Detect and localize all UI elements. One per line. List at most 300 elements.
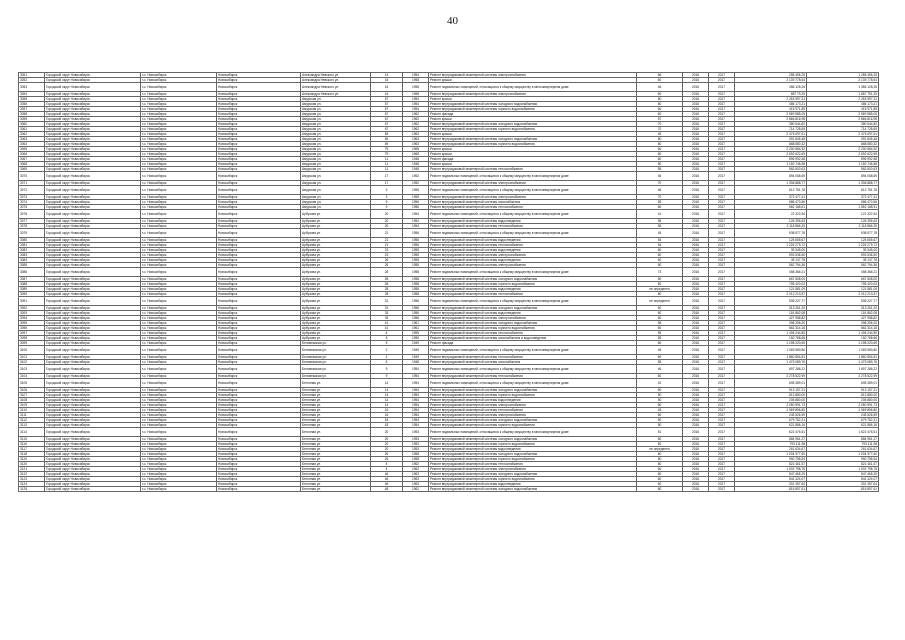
house-number-cell: 21 [371,243,403,248]
service-period-cell: не определен [637,297,683,306]
district-cell: Городской округ Новосибирск [45,195,141,200]
house-number-cell: 9 [371,200,403,205]
start-year-cell: 2016 [683,122,709,127]
work-type-cell: Ремонт внутридомовой инженерной системы теплоснабжения [429,408,637,413]
build-year-cell: 1954 [403,107,429,112]
start-year-cell: 2016 [683,341,709,346]
city-cell: г.о. Новосибирск [141,92,217,97]
end-year-cell: 2017 [709,224,735,229]
district-cell: Городской округ Новосибирск [45,167,141,172]
cost-cell: 2 012 213,57 [735,292,807,297]
build-year-cell: 1954 [403,408,429,413]
end-year-cell: 2017 [709,437,735,442]
build-year-cell: 1956 [403,316,429,321]
locality-cell: Новосибирск [217,423,301,428]
work-type-cell: Ремонт внутридомовой инженерной системы газоснабжения [429,200,637,205]
service-period-cell: 80 [637,292,683,297]
work-type-cell: Ремонт внутридомовой инженерной системы холодного водоснабжения [429,277,637,282]
row-number-cell: 3116 [19,442,45,447]
build-year-cell: 1954 [403,374,429,379]
locality-cell: Новосибирск [217,413,301,418]
city-cell: г.о. Новосибирск [141,147,217,152]
build-year-cell: 1954 [403,97,429,102]
service-period-cell: 66 [637,73,683,78]
start-year-cell: 2016 [683,346,709,355]
build-year-cell: 1956 [403,297,429,306]
house-number-cell: 14 [371,398,403,403]
city-cell: г.о. Новосибирск [141,360,217,365]
locality-cell: Новосибирск [217,147,301,152]
service-period-cell: 55 [637,219,683,224]
cost-cell: 1 150 746,58 [735,162,807,167]
start-year-cell: 2016 [683,292,709,297]
work-type-cell: Ремонт внутридомовой инженерной системы водоотведения [429,258,637,263]
service-period-cell: 55 [637,224,683,229]
end-year-cell: 2017 [709,243,735,248]
build-year-cell: 1968 [403,147,429,152]
district-cell: Городской округ Новосибирск [45,92,141,97]
build-year-cell: 1955 [403,258,429,263]
end-year-cell: 2017 [709,413,735,418]
house-number-cell: 57 [371,107,403,112]
service-period-cell: 50 [637,423,683,428]
start-year-cell: 2016 [683,248,709,253]
total-cell: 2 569 985,05 [807,112,879,117]
cost-cell: 391 845,48 [735,137,807,142]
street-cell: Арбузова ул. [301,287,371,292]
locality-cell: Новосибирск [217,186,301,195]
city-cell: г.о. Новосибирск [141,292,217,297]
locality-cell: Новосибирск [217,292,301,297]
build-year-cell: 1948 [403,157,429,162]
row-number-cell: 3110 [19,408,45,413]
row-number-cell: 3101 [19,355,45,360]
service-period-cell: 50 [637,162,683,167]
end-year-cell: 2017 [709,467,735,472]
house-number-cell: 20 [371,210,403,219]
house-number-cell: 14 [371,388,403,393]
house-number-cell: 20 [371,428,403,437]
start-year-cell: 2016 [683,437,709,442]
build-year-cell: 1952 [403,181,429,186]
build-year-cell: 1949 [403,346,429,355]
end-year-cell: 2017 [709,205,735,210]
end-year-cell: 2017 [709,112,735,117]
service-period-cell: 46 [637,186,683,195]
district-cell: Городской округ Новосибирск [45,132,141,137]
cost-cell: 1 860 854,81 [735,355,807,360]
locality-cell: Новосибирск [217,83,301,92]
row-number-cell: 3115 [19,437,45,442]
cost-cell: 606 389,01 [735,379,807,388]
locality-cell: Новосибирск [217,162,301,167]
service-period-cell: 60 [637,487,683,492]
service-period-cell: 60 [637,142,683,147]
house-number-cell: 48 [371,487,403,492]
build-year-cell: 1949 [403,341,429,346]
district-cell: Городской округ Новосибирск [45,462,141,467]
city-cell: г.о. Новосибирск [141,477,217,482]
house-number-cell: 5 [371,360,403,365]
street-cell: Бетонная ул. [301,423,371,428]
start-year-cell: 2016 [683,457,709,462]
district-cell: Городской округ Новосибирск [45,107,141,112]
city-cell: г.о. Новосибирск [141,78,217,83]
end-year-cell: 2017 [709,132,735,137]
start-year-cell: 2016 [683,92,709,97]
cost-cell: 679 762,21 [735,418,807,423]
end-year-cell: 2017 [709,388,735,393]
row-number-cell: 3094 [19,316,45,321]
work-type-cell: Ремонт крыши [429,97,637,102]
district-cell: Городской округ Новосибирск [45,487,141,492]
build-year-cell: 1958 [403,457,429,462]
street-cell: Арбузова ул. [301,248,371,253]
cost-cell: 2 050 991,73 [735,403,807,408]
city-cell: г.о. Новосибирск [141,112,217,117]
street-cell: Беловежская ул. [301,341,371,346]
district-cell: Городской округ Новосибирск [45,224,141,229]
row-number-cell: 3100 [19,346,45,355]
street-cell: Амурская ул. [301,97,371,102]
city-cell: г.о. Новосибирск [141,167,217,172]
city-cell: г.о. Новосибирск [141,316,217,321]
work-type-cell: Ремонт крыши [429,147,637,152]
house-number-cell: 16 [371,408,403,413]
cost-cell: 1 004 977,60 [735,452,807,457]
build-year-cell: 1958 [403,268,429,277]
total-cell: 938 577,78 [807,229,879,238]
build-year-cell: 1956 [403,243,429,248]
service-period-cell: 70 [637,181,683,186]
district-cell: Городской округ Новосибирск [45,472,141,477]
row-number-cell: 3078 [19,224,45,229]
house-number-cell: 46 [371,477,403,482]
house-number-cell: 14 [371,379,403,388]
house-number-cell: 28 [371,277,403,282]
work-type-cell: Ремонт внутридомовой инженерной системы водоотведения [429,398,637,403]
work-type-cell: Ремонт внутридомовой инженерной системы электроснабжения [429,181,637,186]
service-period-cell: 60 [637,107,683,112]
row-number-cell: 3102 [19,360,45,365]
total-cell: 1 969 896,80 [807,408,879,413]
street-cell: Амурская ул. [301,152,371,157]
total-cell: 667 508,00 [807,277,879,282]
locality-cell: Новосибирск [217,122,301,127]
street-cell: Арбузова ул. [301,331,371,336]
cost-cell: 1 969 896,80 [735,408,807,413]
start-year-cell: 2016 [683,393,709,398]
row-number-cell: 3118 [19,452,45,457]
service-period-cell: 55 [637,321,683,326]
city-cell: г.о. Новосибирск [141,346,217,355]
district-cell: Городской округ Новосибирск [45,243,141,248]
end-year-cell: 2017 [709,127,735,132]
work-type-cell: Ремонт подвальных помещений, относящихся к общему имуществу в многоквартирном доме [429,83,637,92]
cost-cell: 884 961,27 [735,437,807,442]
district-cell: Городской округ Новосибирск [45,447,141,452]
district-cell: Городской округ Новосибирск [45,258,141,263]
total-cell: 151 862,08 [807,311,879,316]
street-cell: Амурская ул. [301,205,371,210]
work-type-cell: Ремонт внутридомовой инженерной системы теплоснабжения [429,205,637,210]
street-cell: Бетонная ул. [301,413,371,418]
table-row [19,172,879,181]
service-period-cell: 60 [637,341,683,346]
start-year-cell: 2016 [683,379,709,388]
locality-cell: Новосибирск [217,137,301,142]
start-year-cell: 2016 [683,219,709,224]
row-number-cell: 3056 [19,102,45,107]
build-year-cell: 1954 [403,379,429,388]
cost-cell: 593 536,50 [735,253,807,258]
build-year-cell: 1962 [403,117,429,122]
end-year-cell: 2017 [709,282,735,287]
end-year-cell: 2017 [709,393,735,398]
district-cell: Городской округ Новосибирск [45,457,141,462]
row-number-cell: 3057 [19,107,45,112]
cost-cell: 562 794,36 [735,263,807,268]
cost-cell: 2 569 985,05 [735,112,807,117]
cost-cell: 313 261,20 [735,306,807,311]
city-cell: г.о. Новосибирск [141,224,217,229]
street-cell: Бетонная ул. [301,462,371,467]
start-year-cell: 2016 [683,205,709,210]
total-cell: 126 396,63 [807,219,879,224]
service-period-cell: 60 [637,442,683,447]
locality-cell: Новосибирск [217,117,301,122]
locality-cell: Новосибирск [217,287,301,292]
district-cell: Городской округ Новосибирск [45,403,141,408]
house-number-cell: 20 [371,437,403,442]
street-cell: Бетонная ул. [301,487,371,492]
total-cell: 1 622 476,51 [807,428,879,437]
service-period-cell: 45 [637,132,683,137]
house-number-cell: 33 [371,316,403,321]
total-cell: 679 762,21 [807,418,879,423]
district-cell: Городской округ Новосибирск [45,210,141,219]
end-year-cell: 2017 [709,186,735,195]
end-year-cell: 2017 [709,365,735,374]
service-period-cell: 60 [637,482,683,487]
cost-cell: 285 496,25 [735,73,807,78]
cost-cell: 380 944,82 [735,122,807,127]
row-number-cell: 3124 [19,482,45,487]
end-year-cell: 2017 [709,457,735,462]
build-year-cell: 1962 [403,462,429,467]
work-type-cell: Ремонт подвальных помещений, относящихся к общему имуществу в многоквартирном доме [429,297,637,306]
table-row [19,346,879,355]
cost-cell: 697 286,22 [735,365,807,374]
street-cell: Александра Невского ул. [301,73,371,78]
build-year-cell: 1955 [403,253,429,258]
street-cell: Беловежская ул. [301,365,371,374]
city-cell: г.о. Новосибирск [141,341,217,346]
page-number: 40 [447,15,458,27]
house-number-cell: 21 [371,238,403,243]
start-year-cell: 2016 [683,447,709,452]
city-cell: г.о. Новосибирск [141,355,217,360]
street-cell: Александра Невского ул. [301,92,371,97]
total-cell: 1 002 798,76 [807,467,879,472]
total-cell: 1 386 128,26 [807,83,879,92]
end-year-cell: 2017 [709,472,735,477]
work-type-cell: Ремонт внутридомовой инженерной системы холодного водоснабжения [429,137,637,142]
total-cell: 486 173,21 [807,102,879,107]
row-number-cell: 3071 [19,181,45,186]
work-type-cell: Ремонт внутридомовой инженерной системы холодного водоснабжения [429,487,637,492]
total-cell: 606 389,01 [807,379,879,388]
street-cell: Арбузова ул. [301,292,371,297]
row-number-cell: 3112 [19,418,45,423]
district-cell: Городской округ Новосибирск [45,277,141,282]
locality-cell: Новосибирск [217,442,301,447]
start-year-cell: 2016 [683,229,709,238]
build-year-cell: 1949 [403,355,429,360]
city-cell: г.о. Новосибирск [141,403,217,408]
cost-cell: 714 728,65 [735,127,807,132]
city-cell: г.о. Новосибирск [141,210,217,219]
street-cell: Амурская ул. [301,127,371,132]
start-year-cell: 2016 [683,472,709,477]
city-cell: г.о. Новосибирск [141,229,217,238]
work-type-cell: Ремонт внутридомовой инженерной системы холодного водоснабжения [429,306,637,311]
end-year-cell: 2017 [709,428,735,437]
district-cell: Городской округ Новосибирск [45,326,141,331]
start-year-cell: 2016 [683,365,709,374]
build-year-cell: 1961 [403,326,429,331]
total-cell: 313 261,20 [807,306,879,311]
total-cell: 2 050 991,73 [807,403,879,408]
work-type-cell: Ремонт подвальных помещений, относящихся к общему имуществу в многоквартирном доме [429,428,637,437]
locality-cell: Новосибирск [217,388,301,393]
service-period-cell: 60 [637,263,683,268]
city-cell: г.о. Новосибирск [141,117,217,122]
service-period-cell: 73 [637,268,683,277]
city-cell: г.о. Новосибирск [141,219,217,224]
work-type-cell: Ремонт подвальных помещений, относящихся к общему имуществу в многоквартирном доме [429,210,637,219]
street-cell: Арбузова ул. [301,311,371,316]
work-type-cell: Ремонт подвальных помещений, относящихся к общему имуществу в многоквартирном доме [429,186,637,195]
total-cell: 506 227,77 [807,297,879,306]
start-year-cell: 2016 [683,336,709,341]
cost-cell: 612 751,78 [735,186,807,195]
cost-cell: 125 655,67 [735,238,807,243]
row-number-cell: 3120 [19,462,45,467]
cost-cell: 506 227,77 [735,297,807,306]
row-number-cell: 3083 [19,253,45,258]
build-year-cell: 1968 [403,152,429,157]
start-year-cell: 2016 [683,297,709,306]
work-type-cell: Ремонт внутридомовой инженерной системы водоотведения [429,238,637,243]
build-year-cell: 1956 [403,205,429,210]
build-year-cell: 1962 [403,112,429,117]
street-cell: Бетонная ул. [301,457,371,462]
total-cell: 1 004 977,60 [807,452,879,457]
row-number-cell: 3082 [19,248,45,253]
house-number-cell: 67 [371,117,403,122]
district-cell: Городской округ Новосибирск [45,379,141,388]
house-number-cell: 75 [371,147,403,152]
build-year-cell: 1954 [403,210,429,219]
locality-cell: Новосибирск [217,331,301,336]
row-number-cell: 3105 [19,379,45,388]
total-cell: 458 366,21 [807,268,879,277]
total-cell: 562 314,18 [807,326,879,331]
end-year-cell: 2017 [709,258,735,263]
locality-cell: Новосибирск [217,157,301,162]
locality-cell: Новосибирск [217,428,301,437]
district-cell: Городской округ Новосибирск [45,355,141,360]
end-year-cell: 2017 [709,157,735,162]
locality-cell: Новосибирск [217,403,301,408]
build-year-cell: 1962 [403,467,429,472]
build-year-cell: 1954 [403,398,429,403]
cost-cell: 415 971,85 [735,107,807,112]
end-year-cell: 2017 [709,172,735,181]
house-number-cell: 20 [371,442,403,447]
district-cell: Городской округ Новосибирск [45,292,141,297]
city-cell: г.о. Новосибирск [141,152,217,157]
street-cell: Арбузова ул. [301,219,371,224]
end-year-cell: 2017 [709,398,735,403]
street-cell: Амурская ул. [301,142,371,147]
total-cell: 1 562 168,51 [807,205,879,210]
service-period-cell: 50 [637,398,683,403]
locality-cell: Новосибирск [217,477,301,482]
build-year-cell: 1956 [403,306,429,311]
locality-cell: Новосибирск [217,224,301,229]
street-cell: Амурская ул. [301,117,371,122]
total-cell: 121 881,09 [807,287,879,292]
cost-cell: 622 476,51 [735,428,807,437]
district-cell: Городской округ Новосибирск [45,97,141,102]
city-cell: г.о. Новосибирск [141,297,217,306]
cost-cell: 2 118 866,25 [735,224,807,229]
house-number-cell: 23 [371,253,403,258]
house-number-cell: 41 [371,321,403,326]
row-number-cell: 3123 [19,477,45,482]
total-cell: 391 845,48 [807,137,879,142]
end-year-cell: 2017 [709,403,735,408]
table-row [19,268,879,277]
district-cell: Городской округ Новосибирск [45,172,141,181]
street-cell: Арбузова ул. [301,253,371,258]
street-cell: Арбузова ул. [301,282,371,287]
city-cell: г.о. Новосибирск [141,238,217,243]
street-cell: Амурская ул. [301,167,371,172]
row-number-cell: 3125 [19,487,45,492]
end-year-cell: 2017 [709,287,735,292]
end-year-cell: 2017 [709,297,735,306]
house-number-cell: 26 [371,457,403,462]
end-year-cell: 2017 [709,263,735,268]
cost-cell: 398 256,20 [735,321,807,326]
end-year-cell: 2017 [709,326,735,331]
street-cell: Амурская ул. [301,132,371,137]
cost-cell: 261 634,67 [735,447,807,452]
service-period-cell: 60 [637,97,683,102]
district-cell: Городской округ Новосибирск [45,127,141,132]
city-cell: г.о. Новосибирск [141,107,217,112]
end-year-cell: 2017 [709,447,735,452]
locality-cell: Новосибирск [217,462,301,467]
cost-cell: 245 526,59 [735,413,807,418]
start-year-cell: 2016 [683,487,709,492]
street-cell: Арбузова ул. [301,316,371,321]
work-type-cell: Ремонт внутридомовой инженерной системы электроснабжения [429,403,637,408]
street-cell: Бетонная ул. [301,442,371,447]
